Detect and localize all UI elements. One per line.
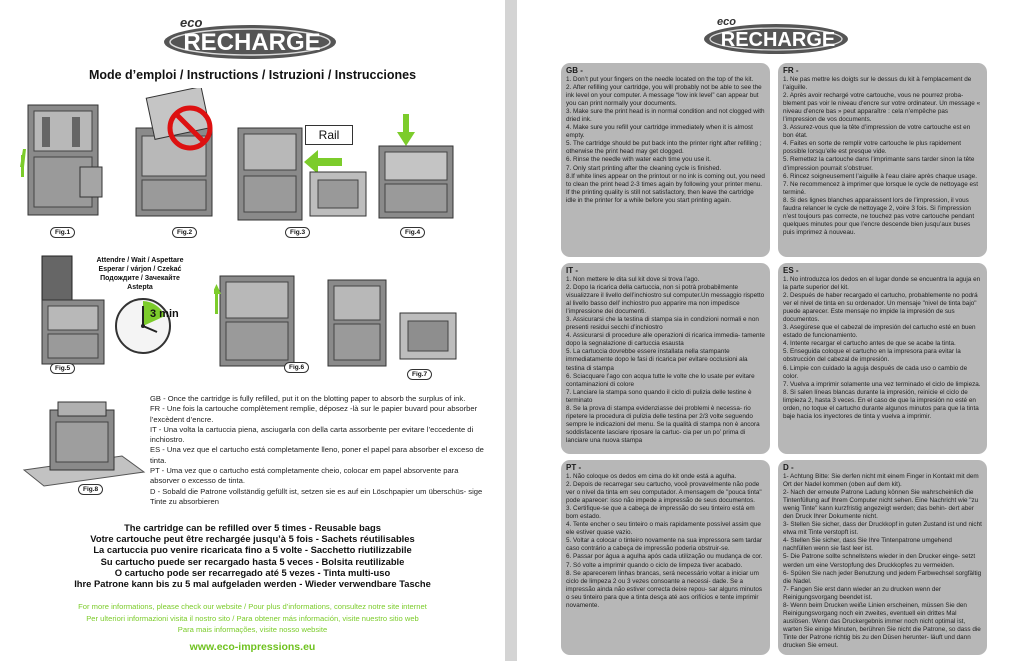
wait-line: Esperar / várjon / Czekać bbox=[98, 266, 182, 273]
eco-recharge-logo bbox=[701, 14, 851, 56]
logo-recharge-text: RECHARGE bbox=[720, 29, 836, 51]
instruction-item: 8- Wenn beim Drucken weiße Linien erscheinen, müssen Sie den Reinigungsvorgang noch ein zweites, eventuell ein drittes Mal auslösen. Wenn das Druckergebnis immer noch nicht optimal ist, warten Sie einige Minuten, berühren Sie nicht die Patrone, so dass die Tinte der Patrone richtig bis zu den Düsen herunter- läuft und dann drucken Sie erneut. bbox=[783, 601, 981, 649]
absorb-ink-instructions bbox=[150, 394, 490, 507]
refill-line: Ihre Patrone kann bis zu 5 mal aufgeladen werden - Wieder verwendbare Tasche bbox=[74, 578, 431, 590]
fig5-label: Fig.5 bbox=[50, 363, 75, 374]
instruction-item: 1- Achtung Bitte: Sie derfen nicht mit einem Finger in Kontakt mit dem Ort der Nadel kommen (oben auf dem kit). bbox=[783, 473, 979, 489]
instructions-box-de bbox=[778, 460, 987, 655]
instruction-item: 2. Después de haber recargado el cartucho, probablemente no podrá ver el nivel de tinta en su ordenador. Un mensaje "nivel de tinta bajo" puede aparecer. Este mensaje no impide la impresión de sus documentos. bbox=[783, 292, 978, 324]
language-code: D - bbox=[783, 463, 794, 472]
instruction-item: 8. Se la prova di stampa evidenziasse dei problemi è necessa- rio ripetere la procedura di pulizia delle testina per 2/3 volte seguendo sempre le indicazioni del menu. Se la qualità di stampa non è ancora soddisfacente lasciare riposare la cartuc- cia per un po’ prima di lanciare una nuova stampa bbox=[566, 404, 760, 444]
refill-count-notice bbox=[0, 522, 505, 589]
instruction-item: 1. Não coloque os dedos em cima do kit onde está a agulha. bbox=[566, 473, 737, 480]
instruction-item: 2. Après avoir rechargé votre cartouche, vous ne pourrez proba- blement pas voir le niveau d’encre sur votre ordinateur. Un message « niveau d’encre bas » peut apparaître : cela n’empêche pas l’impression de vos documents. bbox=[783, 92, 981, 124]
instruction-item: 7. Vuelva a imprimir solamente una vez terminado el ciclo de limpieza. bbox=[783, 380, 981, 388]
instruction-item: 7- Fangen Sie erst dann wieder an zu drucken wenn der Reinigungsvorgang beendet ist. bbox=[783, 585, 941, 601]
absorb-paragraph: D - Sobald die Patrone vollständig gefüllt ist, setzen sie es auf ein Löschpapier um überschüs- sige Tinte zu absorbieren bbox=[150, 486, 483, 506]
instruction-item: 5. Voltar a colocar o tinteiro novamente na sua impressora sem tardar caso contrário a cabeça de impressão poderia obstruir-se. bbox=[566, 537, 763, 553]
instruction-item: 5. The cartridge should be put back into the printer right after refilling ; otherwise the print head may get clogged. bbox=[566, 140, 762, 156]
clock-timer-icon bbox=[113, 296, 173, 361]
language-code: FR - bbox=[783, 66, 799, 75]
website-link[interactable]: www.eco-impressions.eu bbox=[189, 641, 316, 653]
instruction-item: 1. Don’t put your fingers on the needle located on the top of the kit. bbox=[566, 76, 754, 83]
instruction-item: 3. Certifique-se que a cabeça de impressão do seu tinteiro está em bom estado. bbox=[566, 505, 755, 521]
refill-line: Su cartucho puede ser recargado hasta 5 veces - Bolsita reutilizable bbox=[100, 555, 405, 567]
instruction-item: 3. Assurez-vous que la tête d’impression de votre cartouche est en bon état. bbox=[783, 124, 971, 140]
refill-line: Votre cartouche peut être rechargée jusqu’à 5 fois - Sachets réutilisables bbox=[90, 533, 415, 545]
fig2-printer-no-touch-image bbox=[120, 88, 230, 228]
instructions-box-pt bbox=[561, 460, 770, 655]
fig1-printer-cartridge-image bbox=[20, 97, 110, 227]
refill-line: La cartuccia puo venire ricaricata fino a 5 volte - Sacchetto riutilizzabile bbox=[93, 544, 412, 556]
instruction-item: 4. Intente recargar el cartucho antes de que se acabe la tinta. bbox=[783, 340, 956, 348]
absorb-paragraph: IT - Una volta la cartuccia piena, asciugarla con della carta assorbente per evitare l’eccedente di inchiostro. bbox=[150, 424, 474, 445]
instruction-item: 8. Si salen líneas blancas durante la impresión, reinicie el ciclo de limpieza 2, hasta 3 veces. En el caso de que la impresión no esté en orden, no toque el cartucho durante algunos minutos para que la tinta baje hacia los inyectores de tinta y vuelva a imprimir. bbox=[783, 388, 979, 420]
instruction-item: 3. Asegúrese que el cabezal de impresión del cartucho esté en buen estado de funcionamiento. bbox=[783, 324, 976, 340]
fig3-label: Fig.3 bbox=[285, 227, 310, 238]
instruction-item: 3. Make sure the print head is in normal condition and not clogged with dried ink. bbox=[566, 108, 765, 124]
instruction-item: 5. Remettez la cartouche dans l’imprimante sans tarder sinon la tête d’impression pourrait s’obstruer. bbox=[783, 156, 975, 172]
wait-line: Attendre / Wait / Aspettare bbox=[96, 257, 184, 264]
info-line: Para mais informações, visite nosso website bbox=[177, 625, 328, 634]
fig2-label: Fig.2 bbox=[172, 227, 197, 238]
eco-recharge-logo bbox=[160, 14, 340, 62]
absorb-paragraph: ES - Una vez que el cartucho está completamente lleno, poner el papel para absorber el exceso de tinta. bbox=[150, 445, 484, 465]
instruction-item: 8. Si des lignes blanches apparaissent lors de l’impression, il vous faudra relancer le cycle de nettoyage 2, voire 3 fois. Si l’impression n’est toujours pas correcte, ne touchez pas votre cartouche pendant quelques minutes pour que l’encre descende bien jusqu’aux buses puis imprimez à nouveau. bbox=[783, 196, 975, 236]
wait-instructions bbox=[85, 256, 195, 292]
fig8-cartridge-blotting-paper-image bbox=[22, 398, 147, 493]
instruction-item: 7. Only start printing after the cleaning cycle is finished. bbox=[566, 164, 722, 172]
language-code: GB - bbox=[566, 66, 583, 75]
instruction-item: 6- Spülen Sie nach jeder Benutzung und jedem Farbwechsel sorgfältig die Nadel. bbox=[783, 569, 982, 585]
wait-line: Подождите / Зачекайте bbox=[100, 275, 180, 282]
fig7-label: Fig.7 bbox=[407, 369, 432, 380]
language-code: IT - bbox=[566, 266, 578, 275]
instruction-item: 4. Tente encher o seu tinteiro o mais rapidamente possível assim que ele estiver quase vazio. bbox=[566, 521, 761, 537]
instruction-item: 3. Assicurarsi che la testina di stampa sia in condizioni normali e non presenti residui secchi d’inchiostro bbox=[566, 316, 759, 332]
instructions-box-fr bbox=[778, 63, 987, 257]
refill-line: The cartridge can be refilled over 5 times - Reusable bags bbox=[124, 522, 381, 533]
language-code: ES - bbox=[783, 266, 799, 275]
instruction-item: 6. Passar por água a agulha após cada utilização ou mudança de cor. bbox=[566, 553, 763, 561]
left-page bbox=[0, 0, 505, 661]
instruction-item: 7. Só volte a imprimir quando o ciclo de limpeza tiver acabado. bbox=[566, 561, 743, 569]
instruction-item: 4. Make sure you refill your cartridge immediately when it is almost empty. bbox=[566, 124, 753, 140]
absorb-paragraph: FR - Une fois la cartouche complètement remplie, déposez -là sur le papier buvard pour absorber l’excèdent d’encre. bbox=[150, 404, 478, 424]
more-info-notice bbox=[0, 601, 505, 636]
fig6-printer-lift-image bbox=[214, 262, 304, 375]
instruction-item: 3- Stellen Sie sicher, dass der Druckkopf in guten Zustand ist und nicht etwa mit Tinte verstopft ist. bbox=[783, 521, 982, 537]
fig6-printer-remove-image bbox=[320, 270, 390, 375]
instruction-item: 4. Faites en sorte de remplir votre cartouche le plus rapidement possible lorsqu’elle est presque vide. bbox=[783, 140, 962, 156]
info-line: For more informations, please check our website / Pour plus d’informations, consultez notre site internet bbox=[78, 602, 427, 611]
fig1-label: Fig.1 bbox=[50, 227, 75, 238]
instruction-item: 8. Se aparecerem linhas brancas, será necessário voltar a iniciar um ciclo de limpeza 2 ou 3 vezes consoante a necessi- dade. Se a impressão ainda não estiver correcta deixe repou- sar alguns minutos o seu tinteiro para que a tinta desça até aos orifícios e tente imprimir novamente. bbox=[566, 569, 763, 609]
instructions-box-gb bbox=[561, 63, 770, 257]
instruction-item: 8.If white lines appear on the printout or no ink is coming out, you need to clean the print head 2-3 times again by following your printer menu. If the printing quality is still not satisfactory, then leave the cartridge idle in the printer for a while before you start printing again. bbox=[566, 172, 765, 204]
instruction-item: 4. Assicurarsi di procedure alle operazioni di ricarica immedia- tamente dopo la segnalazione di cartuccia esausta bbox=[566, 332, 765, 348]
instruction-item: 1. Ne pas mettre les doigts sur le dessus du kit à l’emplacement de l’aiguille. bbox=[783, 76, 972, 92]
instructions-box-es bbox=[778, 263, 987, 454]
instruction-item: 2- Nach der erneute Patrone Ladung können Sie wahrscheinlich die Tintenfüllung auf Ihrem Computer nicht sehen. Eine Nachricht wie "zu wenig Tinte" kann kurzfristig angezeigt werden; das behin- dert aber den Druck Ihrer Dokumente nicht. bbox=[783, 489, 979, 521]
instruction-item: 7. Lanciare la stampa sono quando il ciclo di pulizia delle testine è terminato bbox=[566, 388, 752, 404]
instruction-item: 5- Die Patrone sollte schnellstens wieder in den Drucker einge- setzt werden um eine Verstopfung des Druckkopfes zu vermeiden. bbox=[783, 553, 976, 569]
instructions-title: Mode d’emploi / Instructions / Istruzioni / Instrucciones bbox=[88, 68, 417, 82]
rail-label-box: Rail bbox=[305, 125, 353, 145]
absorb-paragraph: GB - Once the cartridge is fully refilled, put it on the blotting paper to absorb the surplus of ink. bbox=[150, 394, 466, 403]
instruction-item: 7. Ne recommencez à imprimer que lorsque le cycle de nettoyage est terminé. bbox=[783, 180, 978, 196]
timer-label: 3 min bbox=[150, 308, 179, 320]
logo-eco-text: eco bbox=[180, 15, 203, 30]
instruction-item: 6. Limpie con cuidado la aguja después de cada uso o cambio de color. bbox=[783, 364, 968, 380]
instruction-item: 4- Stellen Sie sicher, dass Sie Ihre Tintenpatrone umgehend nachfüllen wenn sie fast leer ist. bbox=[783, 537, 952, 553]
instruction-item: 2. After refilling your cartridge, you will probably not be able to see the ink level on your computer. A message “low ink level” can appear but you can print normally your documents. bbox=[566, 84, 762, 108]
instruction-item: 2. Dopo la ricarica della cartuccia, non si potrà probabilmente visualizzare il livello dell’inchiostro sul computer.Un messaggio rispetto al livello basso dell’ inchiostro puo apparire ma non impedisce l’impressione dei documenti. bbox=[566, 284, 765, 316]
instruction-item: 6. Rincez soigneusement l’aiguille à l’eau claire après chaque usage. bbox=[783, 172, 977, 180]
info-line: Per ulteriori informazioni visita il nostro sito / Para obtener más información, visite nuestro sitio web bbox=[86, 613, 419, 623]
wait-line: Astepta bbox=[127, 284, 153, 291]
instruction-item: 6. Rinse the needle with water each time you use it. bbox=[566, 156, 711, 164]
language-code: PT - bbox=[566, 463, 582, 472]
fig4-cartridge-insert-image bbox=[373, 112, 463, 229]
absorb-paragraph: PT - Uma vez que o cartucho está completamente cheio, colocar em papel absorvente para absorver o excesso de tinta. bbox=[150, 466, 459, 486]
instruction-item: 2. Depois de recarregar seu cartucho, você provavelmente não pode ver o nível da tinta em seu computador. A mensagem de "pouca tinta" pode aparecer: isso não impede a impressão de seus documentos. bbox=[566, 481, 762, 505]
instruction-item: 5. Enseguida coloque el cartucho en la impresora para evitar la obstrucción del cabezal de impresión. bbox=[783, 348, 961, 364]
fig7-cartridge-image bbox=[392, 305, 462, 370]
fig6-label: Fig.6 bbox=[284, 362, 309, 373]
instruction-item: 5. La cartuccia dovrebbe essere installata nella stampante immediatamente dopo le fasi di ricarica per evitare occlusioni ala testina di stampa bbox=[566, 348, 748, 372]
logo-recharge-text: RECHARGE bbox=[183, 29, 321, 56]
fig8-label: Fig.8 bbox=[78, 484, 103, 495]
instruction-item: 6. Sciacquare l’ago con acqua tutte le volte che lo usate per evitare contaminazioni di colore bbox=[566, 372, 755, 388]
refill-line: O cartucho pode ser recarregado até 5 vezes - Tinta multi-uso bbox=[114, 566, 391, 578]
right-page bbox=[517, 0, 1024, 661]
instruction-item: 1. No introduzca los dedos en el lugar donde se encuentra la aguja en la parte superior del kit. bbox=[783, 276, 981, 292]
logo-eco-text: eco bbox=[717, 16, 736, 28]
fig4-label: Fig.4 bbox=[400, 227, 425, 238]
instructions-box-it bbox=[561, 263, 770, 454]
instruction-item: 1. Non mettere le dita sul kit dove si trova l’ago. bbox=[566, 276, 700, 283]
